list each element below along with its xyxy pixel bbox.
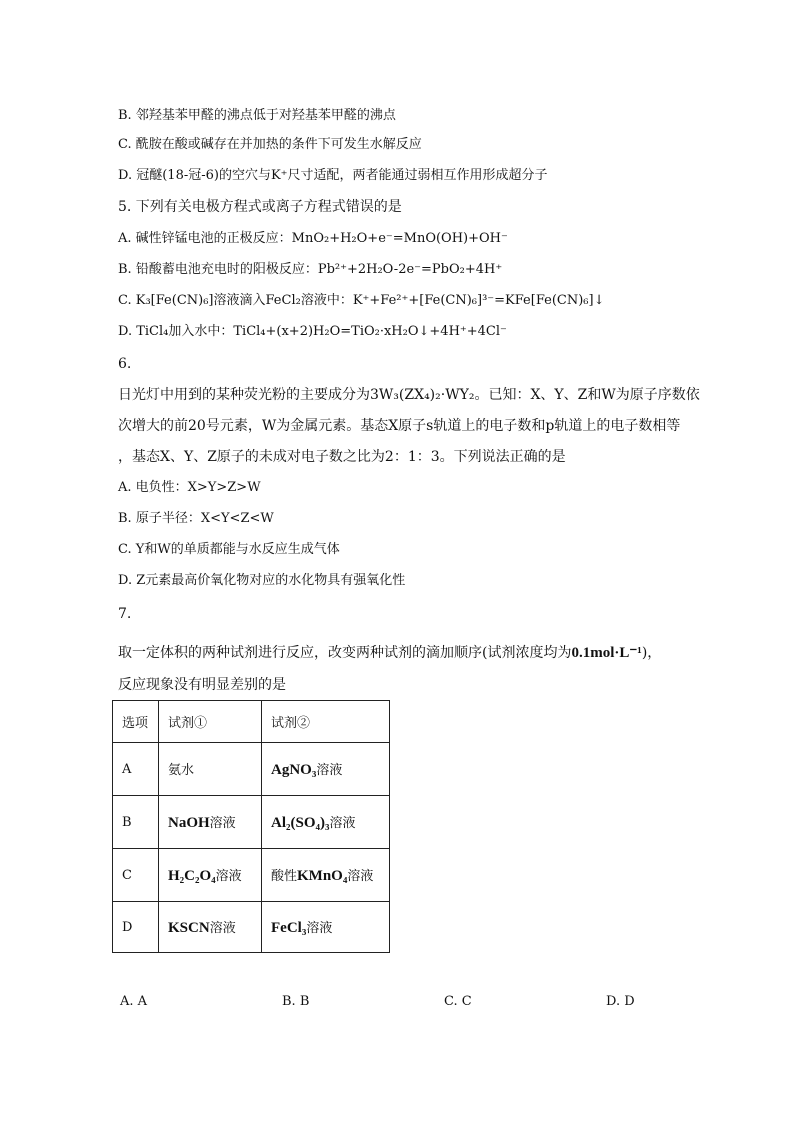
reagent-1-cell: NaOH溶液 [159, 796, 262, 849]
header-reagent-2: 试剂② [262, 701, 390, 743]
reagent-table [112, 700, 390, 953]
question-7-text-end: )， [641, 645, 662, 661]
header-option: 选项 [113, 701, 159, 743]
reagent-2-cell: Al₂(SO₄)₃溶液 [262, 796, 390, 849]
concentration-value: 0.1mol·L⁻¹ [571, 645, 642, 661]
question-7-text: 取一定体积的两种试剂进行反应，改变两种试剂的滴加顺序(试剂浓度均为 [118, 645, 572, 661]
row-option: C [113, 849, 159, 902]
q5-option-b: B. 铅酸蓄电池充电时的阳极反应：Pb²⁺+2H₂O-2e⁻=PbO₂+4H⁺ [118, 262, 503, 277]
answer-option-b[interactable]: B. B [282, 994, 310, 1009]
q6-option-c: C. Y和W的单质都能与水反应生成气体 [118, 542, 340, 557]
question-5: 5. 下列有关电极方程式或离子方程式错误的是 [118, 199, 402, 215]
reagent-2-cell: 酸性KMnO₄溶液 [262, 849, 390, 902]
answer-option-c[interactable]: C. C [444, 994, 472, 1009]
reagent-1-cell: KSCN溶液 [159, 902, 262, 953]
table-row [113, 743, 390, 796]
q5-option-a: A. 碱性锌锰电池的正极反应：MnO₂+H₂O+e⁻=MnO(OH)+OH⁻ [118, 231, 508, 246]
table-row [113, 796, 390, 849]
q6-option-a: A. 电负性：X>Y>Z>W [118, 480, 261, 495]
row-option: D [113, 902, 159, 953]
question-6-line-2: 次增大的前20号元素，W为金属元素。基态X原子s轨道上的电子数和p轨道上的电子数相等 [118, 418, 681, 434]
row-option: B [113, 796, 159, 849]
question-6-line-1: 日光灯中用到的某种荧光粉的主要成分为3W₃(ZX₄)₂·WY₂。已知：X、Y、Z和W为原子序数依 [118, 387, 700, 403]
q6-option-b: B. 原子半径：X<Y<Z<W [118, 511, 274, 526]
option-d-text: D. 冠醚(18-冠-6)的空穴与K⁺尺寸适配，两者能通过弱相互作用形成超分子 [118, 168, 548, 183]
answer-option-d[interactable]: D. D [606, 994, 635, 1009]
answer-option-a[interactable]: A. A [120, 994, 148, 1009]
question-7-number: 7. [118, 606, 132, 622]
q5-option-c: C. K₃[Fe(CN)₆]溶液滴入FeCl₂溶液中：K⁺+Fe²⁺+[Fe(CN)₆]³⁻=KFe[Fe(CN)₆]↓ [118, 293, 605, 308]
table-row [113, 849, 390, 902]
row-option: A [113, 743, 159, 796]
question-6-line-3: ，基态X、Y、Z原子的未成对电子数之比为2：1：3。下列说法正确的是 [118, 449, 566, 465]
q5-option-d: D. TiCl₄加入水中：TiCl₄+(x+2)H₂O=TiO₂·xH₂O↓+4H⁺+4Cl⁻ [118, 324, 507, 339]
question-7-line-1 [118, 644, 661, 662]
reagent-2-cell: FeCl₃溶液 [262, 902, 390, 953]
table-header-row [113, 701, 390, 743]
header-reagent-1: 试剂① [159, 701, 262, 743]
question-7-line-2: 反应现象没有明显差别的是 [118, 677, 286, 693]
option-c-text: C. 酰胺在酸或碱存在并加热的条件下可发生水解反应 [118, 137, 422, 152]
option-b-text: B. 邻羟基苯甲醛的沸点低于对羟基苯甲醛的沸点 [118, 108, 396, 123]
reagent-2-cell: AgNO₃溶液 [262, 743, 390, 796]
reagent-1-cell: 氨水 [159, 743, 262, 796]
question-6-number: 6. [118, 356, 132, 372]
reagent-1-cell: H₂C₂O₄溶液 [159, 849, 262, 902]
table-row [113, 902, 390, 953]
q6-option-d: D. Z元素最高价氧化物对应的水化物具有强氧化性 [118, 573, 406, 588]
